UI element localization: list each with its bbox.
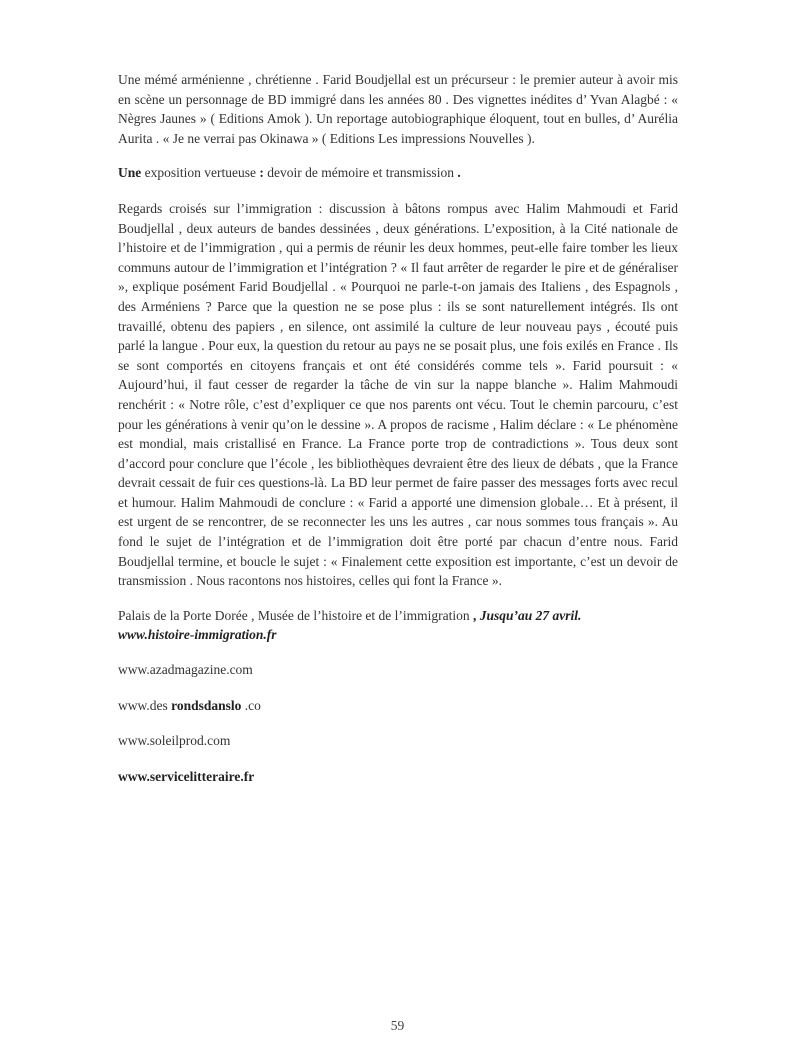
venue-comma: , [473, 607, 477, 623]
venue-place: Palais de la Porte Dorée , Musée de l’histoire et de l’immigration [118, 607, 474, 623]
link-rondsdanslo[interactable] [118, 696, 678, 716]
subtitle-dot: . [457, 165, 461, 181]
link-soleilprod[interactable]: www.soleilprod.com [118, 733, 231, 749]
subtitle-colon: : [259, 165, 264, 181]
link-rondsdanslo-prefix: www.des [118, 697, 172, 713]
subtitle-bold-start: Une [118, 165, 142, 181]
venue-info [118, 606, 678, 645]
link-rondsdanslo-bold: rondsdanslo [171, 697, 242, 713]
link-rondsdanslo-suffix: .co [241, 697, 261, 713]
page-number: 59 [390, 1018, 405, 1033]
venue-website-link[interactable]: www.histoire-immigration.fr [118, 627, 277, 643]
venue-dates: Jusqu’au 27 avril. [476, 607, 582, 623]
link-azad[interactable]: www.azadmagazine.com [118, 662, 253, 678]
link-servicelitteraire[interactable]: www.servicelitteraire.fr [118, 768, 255, 784]
subtitle-middle: exposition vertueuse [141, 165, 260, 181]
main-paragraph: Regards croisés sur l’immigration : discussion à bâtons rompus avec Halim Mahmoudi et Farid Boudjellal , deux auteurs de bandes dessinées , deux générations. L’exposition, à la Cité nationale de l’histoire et de l’immigration , qui a permis de réunir les deux hommes, peut-elle faire tomber les lieux communs autour de l’immigration et l’intégration ? « Il faut arrêter de regarder le pire et de généraliser », explique posément Farid Boudjellal . « Pourquoi ne parle-t-on jamais des Italiens , des Espagnols , des Arméniens ? Parce que la question ne se pose plus : ils se sont naturellement intégrés. Ils ont travaillé, obtenu des papiers , en silence, ont assimilé la culture de leur nouveau pays , écouté puis parlé la langue . Pour eux, la question du retour au pays ne se posait plus, une fois exilés en France . Ils se sont comportés en citoyens français et ont été considérés comme tels ». Farid poursuit : « Aujourd’hui, il faut cesser de regarder la tâche de vin sur la nappe blanche ». Halim Mahmoudi renchérit : « Notre rôle, c’est d’expliquer ce que nos parents ont vécu. Tout le chemin parcouru, c’est pour les générations à venir qu’on le dessine ». A propos de racisme , Halim déclare : « Le phénomène est mondial, mais cristallisé en France. La France porte trop de contradictions ». Tous deux sont d’accord pour conclure que l’école , les bibliothèques devraient être des lieux de débats , que la France devrait cessait de fuir ces questions-là. La BD leur permet de faire passer des messages forts avec recul et humour. Halim Mahmoudi de conclure : « Farid a apporté une dimension globale… Et à présent, il est urgent de se rencontrer, de se reconnecter les uns les autres , car nous sommes tous français ». Au fond le sujet de l’intégration et de l’immigration doit être porté par chacun d’entre nous. Farid Boudjellal termine, et boucle le sujet : « Finalement cette exposition est importante, c’est un devoir de transmission . Nous racontons nos histoires, celles qui font la France ». [118, 200, 678, 589]
section-subtitle [118, 163, 678, 183]
intro-paragraph: Une mémé arménienne , chrétienne . Farid Boudjellal est un précurseur : le premier auteur à avoir mis en scène un personnage de BD immigré dans les années 80 . Des vignettes inédites d’ Yvan Alagbé : « Nègres Jaunes » ( Editions Amok ). Un reportage autobiographique éloquent, tout en bulles, d’ Aurélia Aurita . « Je ne verrai pas Okinawa » ( Editions Les impressions Nouvelles ). [118, 72, 678, 146]
subtitle-end: devoir de mémoire et transmission [263, 165, 458, 181]
document-page [118, 70, 678, 802]
